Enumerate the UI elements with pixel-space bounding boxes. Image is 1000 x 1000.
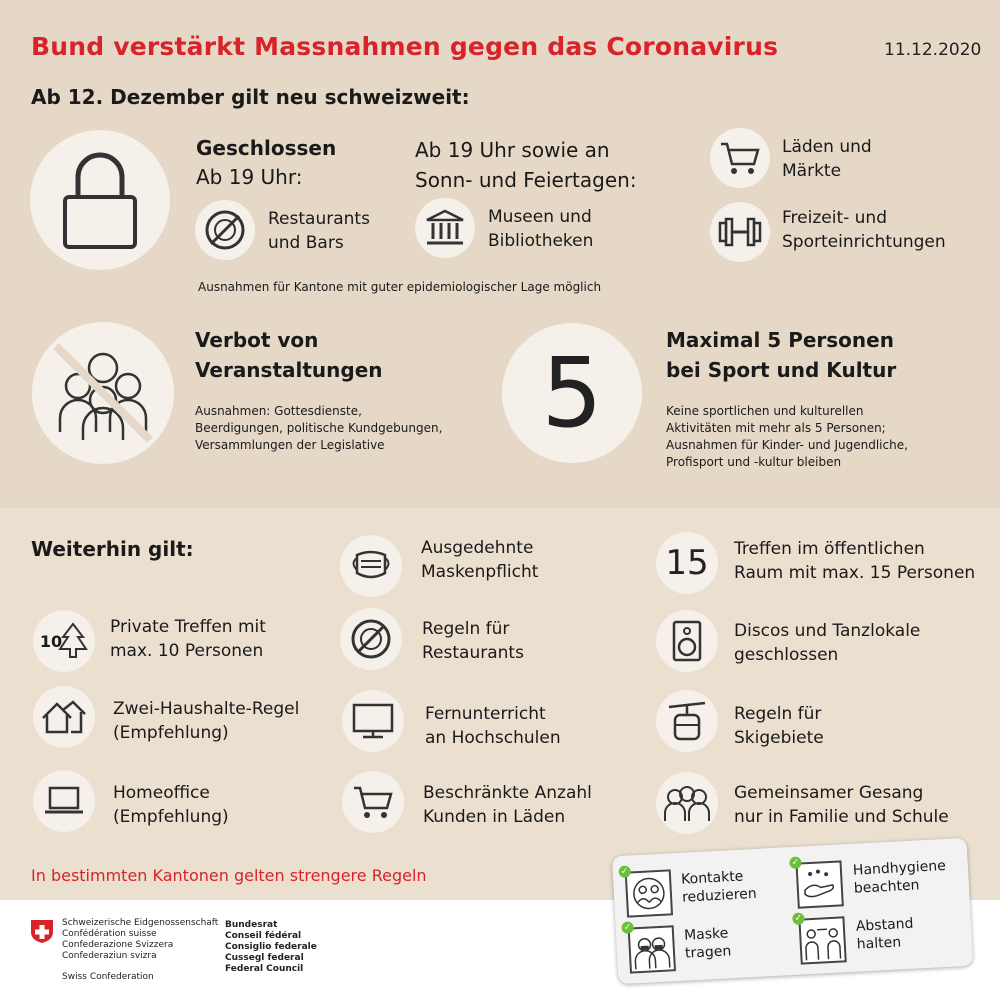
no-dining-icon: [203, 208, 247, 252]
hygiene-rules-card: [612, 838, 973, 984]
gondola-icon: [667, 699, 707, 743]
check-icon: ✓: [789, 856, 802, 869]
shopping-cart-icon: [718, 138, 762, 178]
restaurant-circle: [195, 200, 255, 260]
ski-label: Regeln für Skigebiete: [734, 704, 824, 748]
contacts-label: Kontakte reduzieren: [680, 868, 758, 906]
check-icon: ✓: [621, 921, 634, 934]
singing-label: Gemeinsamer Gesang nur in Familie und Schule: [734, 783, 949, 827]
restaurant-rules-circle: [340, 608, 402, 670]
private10-label: Private Treffen mit max. 10 Personen: [110, 617, 266, 661]
disco-circle: [656, 610, 718, 672]
limited-customers-circle: [342, 771, 404, 833]
monitor-icon: [351, 702, 395, 740]
hygiene-label: Handhygiene beachten: [852, 857, 947, 897]
distance-box: [798, 916, 846, 964]
meet15-badge: 15: [665, 543, 709, 583]
section1-heading: Ab 12. Dezember gilt neu schweizweit:: [31, 85, 470, 109]
laptop-icon: [42, 784, 86, 818]
ski-circle: [656, 690, 718, 752]
section2-heading: Weiterhin gilt:: [31, 537, 194, 561]
mask-card-label: Maske tragen: [683, 925, 732, 962]
restaurant-rules-label: Regeln für Restaurants: [422, 619, 524, 663]
lock-icon: [50, 145, 150, 255]
museum-circle: [415, 198, 475, 258]
swiss-flag-icon: [29, 918, 55, 944]
choir-icon: [662, 783, 712, 823]
dumbbell-icon: [716, 217, 764, 247]
private10-circle: [33, 610, 95, 672]
check-icon: ✓: [792, 912, 805, 925]
remote-teaching-label: Fernunterricht an Hochschulen: [425, 704, 561, 748]
meet15-label: Treffen im öffentlichen Raum mit max. 15 Personen: [734, 539, 976, 583]
houses-icon: [41, 698, 87, 736]
christmas-tree-icon: [58, 621, 88, 661]
events-circle: [32, 322, 174, 464]
leisure-label: Freizeit- und Sporteinrichtungen: [782, 208, 946, 252]
face-mask-icon: [347, 549, 395, 583]
page-title: Bund verstärkt Massnahmen gegen das Coronavirus: [31, 32, 779, 61]
mask-circle: [340, 535, 402, 597]
strict-rules-note: In bestimmten Kantonen gelten strengere Regeln: [31, 866, 427, 885]
max5-number: 5: [541, 337, 603, 449]
households-label: Zwei-Haushalte-Regel (Empfehlung): [113, 699, 300, 743]
singing-circle: [656, 772, 718, 834]
max5-circle: [502, 323, 642, 463]
shops-circle: [710, 128, 770, 188]
closed-subheading: Ab 19 Uhr:: [196, 165, 303, 189]
max5-note: Keine sportlichen und kulturellen Aktivitäten mit mehr als 5 Personen; Ausnahmen für Kinder- und Jugendliche, Profisport und -kultur bleiben: [666, 404, 908, 469]
federal-council-names: Bundesrat Conseil fédéral Consiglio federale Cussegl federal Federal Council: [225, 920, 317, 974]
shops-label: Läden und Märkte: [782, 137, 872, 181]
distance-icon: [801, 918, 845, 962]
no-crowd-icon: [38, 328, 168, 458]
lock-circle: [30, 130, 170, 270]
remote-teaching-circle: [342, 690, 404, 752]
meet15-circle: [656, 532, 718, 594]
private10-badge: 10: [39, 631, 63, 651]
max5-heading: Maximal 5 Personen bei Sport und Kultur: [666, 328, 897, 382]
leisure-circle: [710, 202, 770, 262]
mask-label: Ausgedehnte Maskenpflicht: [421, 538, 539, 582]
check-icon: ✓: [618, 865, 631, 878]
speaker-icon: [670, 620, 704, 662]
people-reduce-icon: [627, 871, 671, 915]
homeoffice-label: Homeoffice (Empfehlung): [113, 783, 229, 827]
plate-cutlery-icon: [349, 617, 393, 661]
restaurants-label: Restaurants und Bars: [268, 209, 370, 253]
exception-note: Ausnahmen für Kantone mit guter epidemiologischer Lage möglich: [198, 280, 602, 294]
households-circle: [33, 686, 95, 748]
page-date: 11.12.2020: [884, 40, 982, 60]
closed-heading: Geschlossen: [196, 136, 337, 160]
limited-customers-label: Beschränkte Anzahl Kunden in Läden: [423, 783, 592, 827]
events-heading: Verbot von Veranstaltungen: [195, 328, 383, 382]
handwash-icon: [798, 862, 842, 906]
homeoffice-circle: [33, 770, 95, 832]
masked-people-icon: [630, 927, 674, 971]
evening-heading: Ab 19 Uhr sowie an Sonn- und Feiertagen:: [415, 138, 637, 192]
contacts-box: [625, 869, 673, 917]
cart-icon: [351, 782, 395, 822]
museums-label: Museen und Bibliotheken: [488, 207, 594, 251]
disco-label: Discos und Tanzlokale geschlossen: [734, 621, 921, 665]
hygiene-box: [795, 860, 843, 908]
museum-icon: [423, 208, 467, 248]
confederation-names: Schweizerische Eidgenossenschaft Confédération suisse Confederazione Svizzera Confederaziun svizra Swiss Confederation: [62, 918, 219, 982]
distance-label: Abstand halten: [855, 915, 914, 953]
mask-box: [628, 925, 676, 973]
events-note: Ausnahmen: Gottesdienste, Beerdigungen, politische Kundgebungen, Versammlungen der Legislative: [195, 404, 443, 452]
